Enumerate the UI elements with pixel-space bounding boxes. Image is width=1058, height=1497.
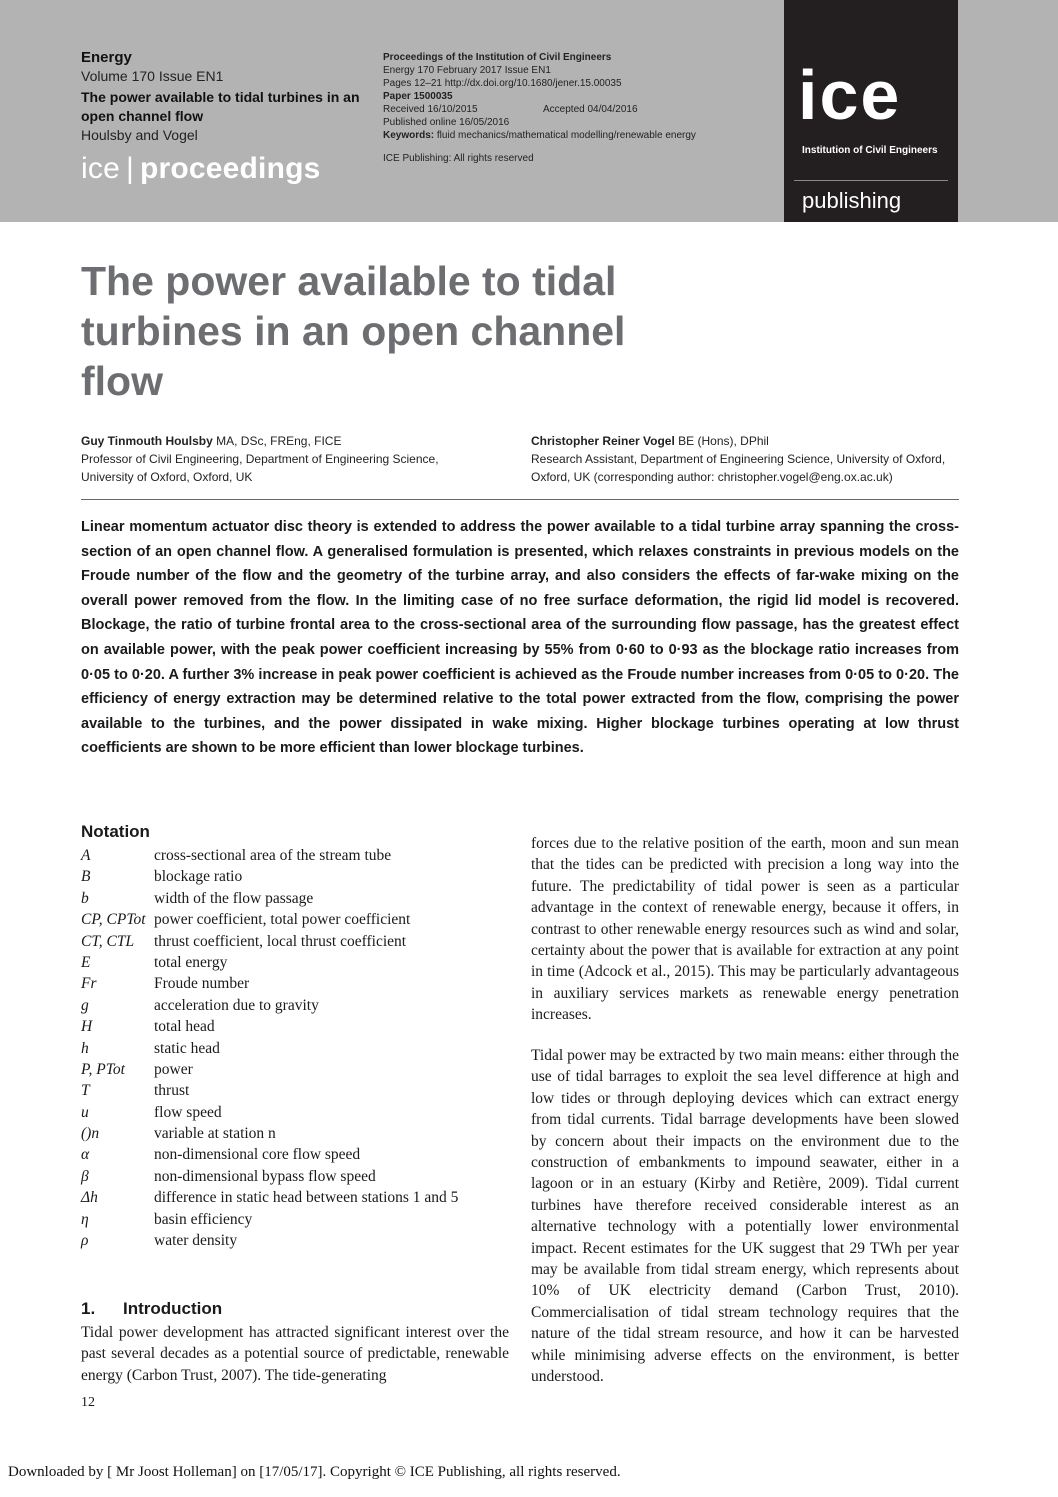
notation-symbol: E (81, 953, 91, 971)
notation-symbol: g (81, 996, 89, 1014)
notation-symbol: u (81, 1103, 89, 1121)
notation-symbol: T (81, 1082, 90, 1100)
notation-row (81, 1123, 511, 1144)
notation-definition: water density (154, 1232, 238, 1250)
keywords-value: fluid mechanics/mathematical modelling/renewable energy (436, 130, 696, 141)
running-title: The power available to tidal turbines in an open channel flow (81, 89, 360, 124)
page-number: 12 (81, 1395, 95, 1410)
dates-row (383, 103, 703, 116)
notation-symbol: H (81, 1018, 93, 1036)
notation-row (81, 845, 511, 866)
notation-symbol: B (81, 868, 91, 886)
received-date: Received 16/10/2015 (383, 104, 478, 115)
ice-proceedings-brand (81, 152, 381, 186)
notation-symbol: b (81, 889, 89, 907)
notation-definition: Froude number (154, 975, 250, 993)
notation-definition: cross-sectional area of the stream tube (154, 847, 392, 864)
brand-proceedings: proceedings (139, 152, 321, 185)
logo-publishing: publishing (802, 188, 902, 213)
notation-symbol: β (81, 1167, 89, 1185)
notation-row (81, 888, 511, 909)
notation-definition: thrust coefficient, local thrust coefficient (154, 932, 407, 950)
notation-row (81, 1144, 511, 1165)
author-name: Guy Tinmouth Houlsby (81, 434, 213, 448)
notation-definition: total head (154, 1018, 215, 1036)
author-name: Christopher Reiner Vogel (531, 434, 675, 448)
notation-definition: total energy (154, 953, 228, 971)
notation-row (81, 1038, 511, 1059)
notation-row (81, 1102, 511, 1123)
notation-heading: Notation (81, 822, 150, 841)
author-affiliation: Research Assistant, Department of Engineering Science, University of Oxford, Oxford, UK (corresponding author: christopher.vogel@eng.ox.ac.uk) (531, 452, 946, 484)
pages-doi: Pages 12–21 http://dx.doi.org/10.1680/jener.15.00035 (383, 78, 622, 89)
header-band (0, 0, 1058, 222)
author-qualifications: BE (Hons), DPhil (674, 434, 769, 448)
author-block-1 (81, 432, 481, 486)
ice-publishing-logo (784, 0, 958, 222)
paper-title: The power available to tidal turbines in an open channel flow (81, 258, 626, 404)
notation-symbol: ρ (81, 1232, 89, 1250)
notation-symbol: Fr (81, 975, 97, 993)
logo-rule (794, 180, 948, 181)
introduction-paragraph: Tidal power development has attracted significant interest over the past several decades as a potential source of predictable, renewable energy (Carbon Trust, 2007). The tide-generating (81, 1324, 509, 1384)
notation-definition: power coefficient, total power coefficient (154, 911, 411, 929)
notation-symbol: CT, CTL (81, 932, 135, 950)
notation-definition: blockage ratio (154, 868, 243, 886)
brand-separator: | (125, 152, 134, 185)
section-number: 1. (81, 1299, 96, 1318)
notation-row (81, 973, 511, 994)
download-notice: Downloaded by [ Mr Joost Holleman] on [17/05/17]. Copyright © ICE Publishing, all rights reserved. (8, 1464, 621, 1480)
section-divider (81, 499, 959, 500)
accepted-date: Accepted 04/04/2016 (543, 104, 638, 115)
notation-symbol: A (81, 847, 91, 864)
notation-definition: variable at station n (154, 1125, 276, 1143)
notation-row (81, 952, 511, 973)
notation-symbol: h (81, 1039, 89, 1057)
notation-row (81, 931, 511, 952)
issue-line: Energy 170 February 2017 Issue EN1 (383, 65, 551, 76)
notation-row (81, 1187, 511, 1208)
notation-symbol: Δh (81, 1189, 98, 1207)
author-block-2 (531, 432, 961, 486)
notation-row (81, 1016, 511, 1037)
paper-number: Paper 1500035 (383, 91, 453, 102)
notation-symbol: P, PTot (81, 1060, 125, 1078)
notation-definition: thrust (154, 1082, 190, 1100)
notation-definition: difference in static head between stations 1 and 5 (154, 1189, 459, 1207)
notation-row (81, 1059, 511, 1080)
notation-definition: flow speed (154, 1103, 222, 1121)
notation-list (81, 845, 511, 1251)
notation-definition: width of the flow passage (154, 889, 314, 907)
notation-definition: acceleration due to gravity (154, 996, 319, 1014)
notation-row (81, 995, 511, 1016)
notation-symbol: ()n (81, 1125, 100, 1143)
proceedings-label: Proceedings of the Institution of Civil Engineers (383, 52, 612, 63)
keywords (383, 129, 703, 142)
right-column-paragraph-1: forces due to the relative position of the earth, moon and sun mean that the tides can be predicted with precision a long way into the future. The predictability of tidal power is seen as a particular advantage in the context of renewable energy, because it offers, in contrast to other renewable energy resources such as wind and solar, certainty about the power that is available for extraction at any point in time (Adcock et al., 2015). This may be particularly advantageous in auxiliary services markets as renewable energy penetration increases. (531, 835, 959, 1024)
right-column-paragraph-2: Tidal power may be extracted by two main means: either through the use of tidal barrages to exploit the sea level difference at high and low tides or through deploying devices which can extract energy from tidal currents. Tidal barrage developments have been slowed by concern about their impacts on the environment due to the construction of embankments to impound seawater, either in a lagoon or in an estuary (Kirby and Retière, 2009). Tidal current turbines have therefore received considerable interest as an alternative technology with a potentially lower environmental impact. Recent estimates for the UK suggest that 29 TWh per year may be available from tidal stream energy, which represents about 10% of UK electricity demand (Carbon Trust, 2010). Commercialisation of tidal stream technology requires that the nature of the tidal stream resource, and how it can be harvested while minimising adverse effects on the environment, is better understood. (531, 1047, 959, 1386)
logo-institution: Institution of Civil Engineers (802, 145, 938, 156)
notation-symbol: η (81, 1210, 89, 1228)
journal-info (81, 49, 381, 186)
journal-name: Energy (81, 49, 132, 66)
notation-row (81, 1230, 511, 1251)
brand-ice: ice (81, 152, 120, 185)
notation-definition: power (154, 1060, 193, 1078)
journal-volume: Volume 170 Issue EN1 (81, 68, 224, 84)
notation-symbol: α (81, 1146, 90, 1164)
section-title: Introduction (123, 1299, 223, 1318)
author-affiliation: Professor of Civil Engineering, Department of Engineering Science, University of Oxford, Oxford, UK (81, 452, 439, 484)
notation-symbol: CP, CPTot (81, 911, 146, 929)
notation-row (81, 909, 511, 930)
publication-details (383, 51, 703, 165)
published-date: Published online 16/05/2016 (383, 117, 510, 128)
abstract: Linear momentum actuator disc theory is extended to address the power available to a tidal turbine array spanning the cross-section of an open channel flow. A generalised formulation is presented, which relaxes constraints in previous models on the Froude number of the flow and the geometry of the turbine array, and also considers the effects of far-wake mixing on the overall power removed from the flow. In the limiting case of no free surface deformation, the rigid lid model is recovered. Blockage, the ratio of turbine frontal area to the cross-sectional area of the surrounding flow passage, has the greatest effect on available power, with the peak power coefficient increasing by 55% from 0·60 to 0·93 as the blockage ratio increases from 0·05 to 0·20. A further 3% increase in peak power coefficient is achieved as the Froude number increases from 0·05 to 0·20. The efficiency of energy extraction may be determined relative to the total power extracted from the flow, comprising the power available to the turbines, and the power dissipated in wake mixing. Higher blockage turbines operating at low thrust coefficients are shown to be more efficient than lower blockage turbines. (81, 519, 959, 757)
introduction-heading (81, 1299, 222, 1319)
author-qualifications: MA, DSc, FREng, FICE (212, 434, 342, 448)
rights-notice: ICE Publishing: All rights reserved (383, 153, 534, 164)
notation-row (81, 1080, 511, 1101)
notation-definition: basin efficiency (154, 1210, 253, 1228)
running-authors: Houlsby and Vogel (81, 127, 198, 143)
notation-definition: non-dimensional bypass flow speed (154, 1167, 376, 1185)
notation-row (81, 866, 511, 887)
notation-row (81, 1166, 511, 1187)
logo-ice-text: ice (798, 56, 902, 134)
notation-row (81, 1209, 511, 1230)
keywords-label: Keywords: (383, 130, 435, 141)
notation-definition: non-dimensional core flow speed (154, 1146, 361, 1164)
notation-definition: static head (154, 1039, 220, 1057)
